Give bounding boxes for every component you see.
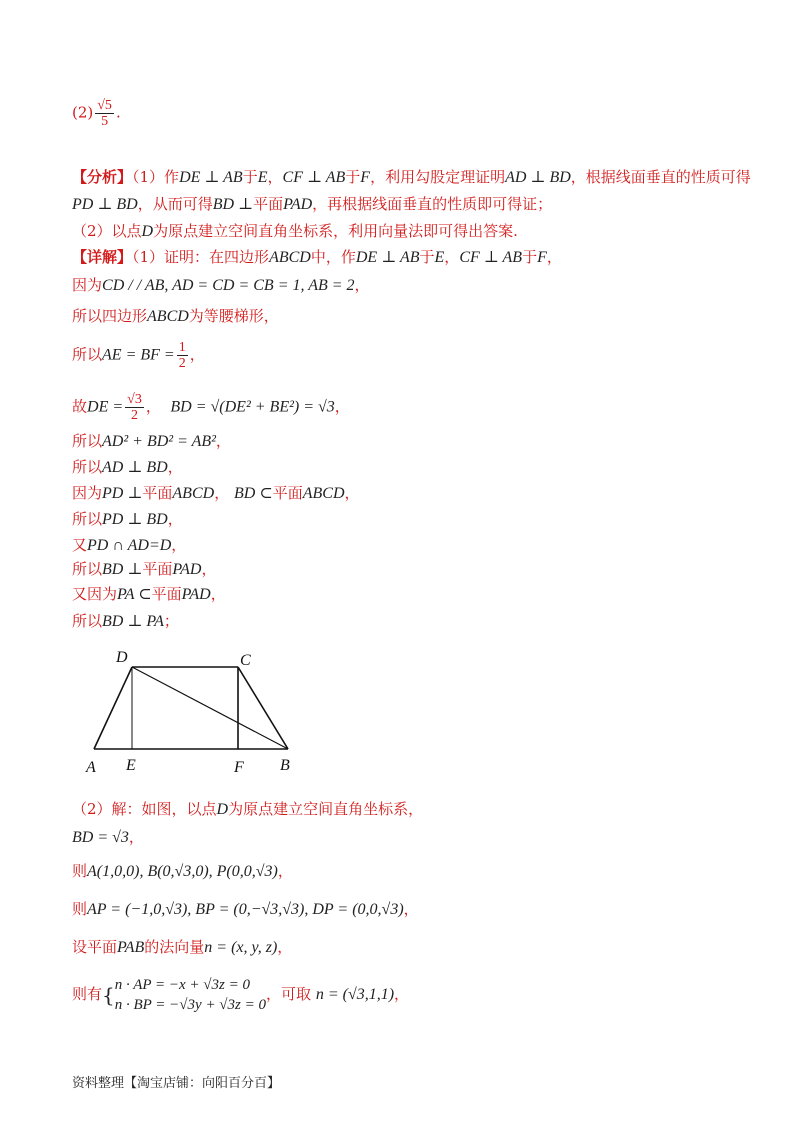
detail-line-3: 所以四边形ABCD为等腰梯形， — [72, 307, 279, 325]
detail-line-7: 所以AD ⊥ BD， — [72, 458, 183, 476]
segment-AD — [94, 667, 132, 749]
detail-line-5: 故DE = $\frac{√3}{2}$ ， BD = √(DE² + BE²) = √3， — [72, 392, 350, 423]
detail-tag: 【详解】 — [72, 248, 133, 266]
part2-line-5: 设平面PAB的法向量n = (x, y, z)， — [72, 938, 293, 956]
analysis-line-1: 【分析】（1）作DE ⊥ AB于E，CF ⊥ AB于F，利用勾股定理证明AD ⊥ BD，根据线面垂直的性质可得 — [72, 168, 751, 186]
detail-line-2: 因为CD / / AB, AD = CD = CB = 1, AB = 2， — [72, 276, 370, 294]
point-label-F: F — [234, 759, 244, 776]
part2-answer: (2) $\frac{√5}{5}$ . — [72, 98, 121, 129]
segment-DB — [132, 667, 288, 749]
detail-line-11: 所以BD ⊥平面PAD， — [72, 560, 217, 578]
detail-line-1: 【详解】（1）证明：在四边形ABCD中，作DE ⊥ AB于E，CF ⊥ AB于F， — [72, 248, 562, 266]
segment-CB — [238, 667, 288, 749]
detail-line-9: 所以PD ⊥ BD， — [72, 510, 183, 528]
detail-line-6: 所以AD² + BD² = AB²， — [72, 432, 231, 450]
part2-line-3: 则A(1,0,0), B(0,√3,0), P(0,0,√3)， — [72, 862, 293, 880]
trapezoid-figure — [80, 645, 310, 780]
detail-line-4: 所以AE = BF = $\frac{1}{2}$ ， — [72, 340, 205, 371]
fraction-one-half: $\frac{1}{2}$ — [178, 340, 186, 371]
point-label-D: D — [116, 649, 128, 666]
equation-system: n · AP = −x + √3z = 0 n · BP = −√3y + √3z = 0 — [114, 977, 267, 1013]
part2-line-2: BD = √3， — [72, 828, 144, 846]
analysis-tag: 【分析】 — [72, 168, 133, 186]
detail-line-8: 因为PD ⊥平面ABCD， BD ⊂平面ABCD， — [72, 484, 360, 502]
point-label-C: C — [240, 652, 251, 669]
detail-line-13: 所以BD ⊥ PA； — [72, 612, 179, 630]
point-label-A: A — [86, 759, 96, 776]
answer-fraction: $\frac{√5}{5}$ — [97, 98, 112, 129]
brace: { — [102, 983, 115, 1007]
fraction-sqrt3-half: $\frac{√3}{2}$ — [127, 392, 142, 423]
analysis-line-3: （2）以点D为原点建立空间直角坐标系，利用向量法即可得出答案. — [72, 222, 518, 240]
point-label-B: B — [280, 757, 290, 774]
detail-line-12: 又因为PA ⊂平面PAD， — [72, 585, 226, 603]
part2-line-4: 则AP = (−1,0,√3), BP = (0,−√3,√3), DP = (0,0,√3)， — [72, 900, 419, 918]
detail-line-10: 又PD ∩ AD=D， — [72, 536, 187, 554]
part2-line-1: （2）解：如图，以点D为原点建立空间直角坐标系， — [72, 800, 424, 818]
part2-line-6: 则有{ n · AP = −x + √3z = 0 n · BP = −√3y + √3z = 0 ，可取 n = (√3,1,1)， — [72, 977, 410, 1013]
analysis-line-2: PD ⊥ BD，从而可得BD ⊥平面PAD，再根据线面垂直的性质即可得证； — [72, 195, 553, 213]
footer-source: 资料整理【淘宝店铺：向阳百分百】 — [72, 1076, 281, 1091]
point-label-E: E — [126, 757, 136, 774]
